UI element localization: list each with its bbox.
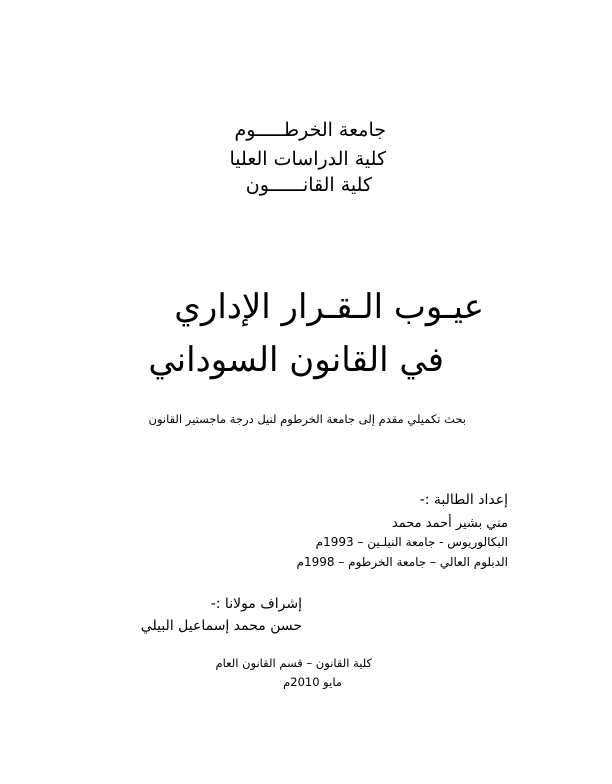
prepared-by-label: إعداد الطالبة :- bbox=[419, 492, 508, 508]
supervisor-name: حسن محمد إسماعيل البيلي bbox=[140, 618, 302, 634]
thesis-title-line-2: في القانون السوداني bbox=[148, 340, 444, 380]
university-name: جامعة الخرطـــــوم bbox=[234, 119, 386, 141]
student-name: مني بشير أحمد محمد bbox=[391, 516, 508, 531]
thesis-title-line-1: عيـوب الـقـرار الإداري bbox=[174, 287, 484, 327]
student-degree-bachelor: البكالوريوس - جامعة النيلـين – 1993م bbox=[315, 535, 508, 549]
supervisor-label: إشراف مولانا :- bbox=[210, 596, 302, 612]
thesis-subtitle: بحث تكميلي مقدم إلى جامعة الخرطوم لنيل درجة ماجستير القانون bbox=[148, 412, 466, 426]
faculty-name: كلية القانــــــون bbox=[245, 174, 372, 196]
department-footer: كلية القانون – قسم القانون العام bbox=[215, 656, 372, 670]
submission-date: مايو 2010م bbox=[283, 675, 342, 689]
student-degree-diploma: الدبلوم العالي – جامعة الخرطوم – 1998م bbox=[296, 555, 508, 569]
graduate-college-name: كلية الدراسات العليا bbox=[229, 148, 386, 170]
